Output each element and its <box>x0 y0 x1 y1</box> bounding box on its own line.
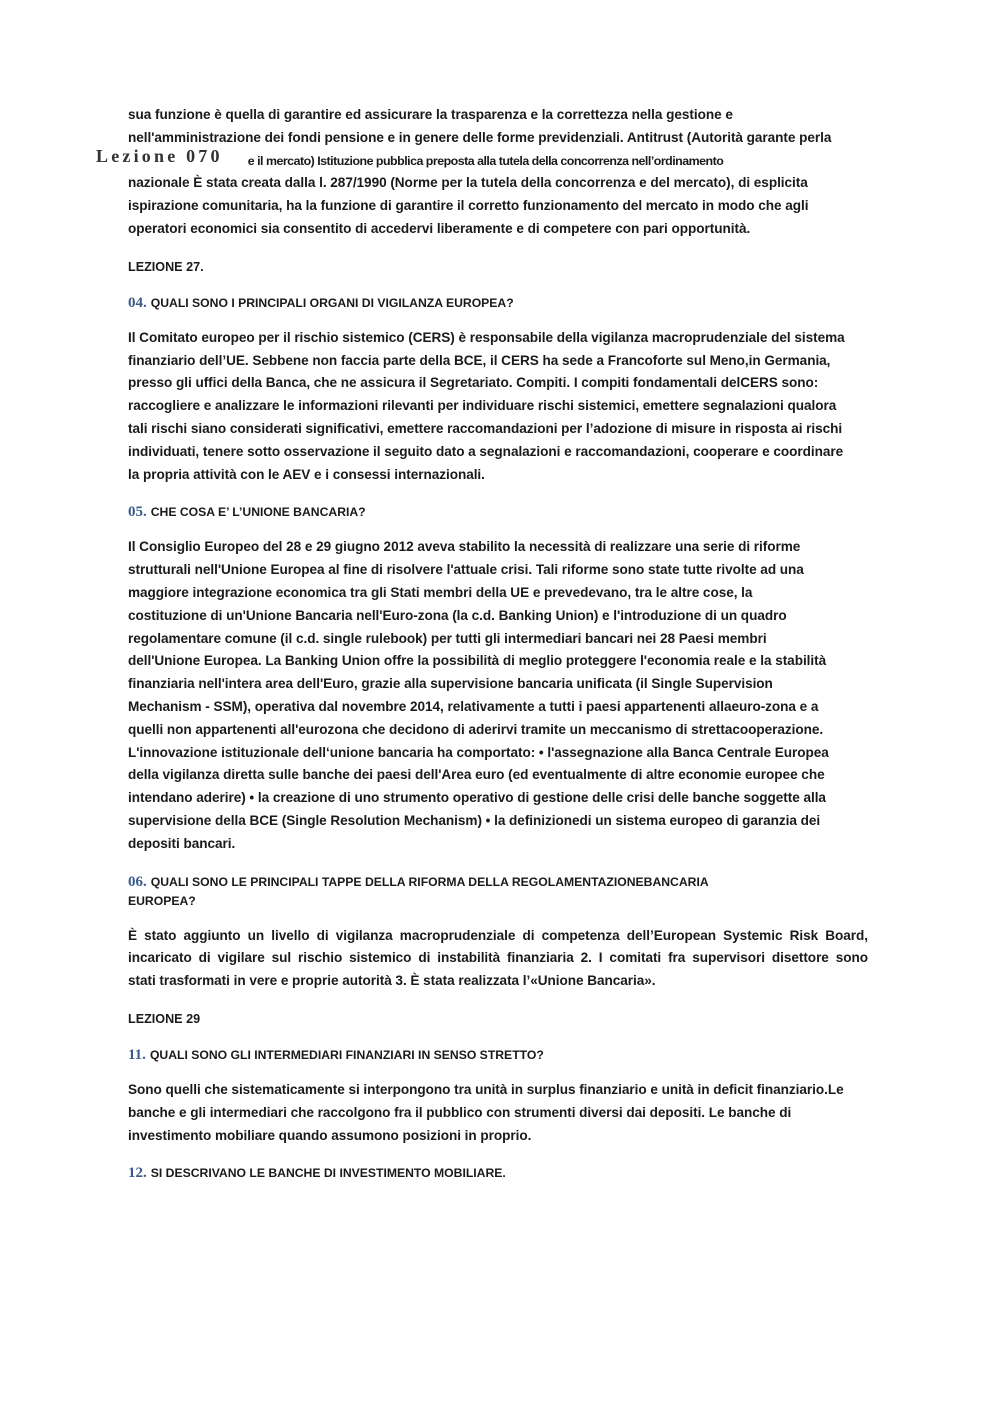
text-line: Il Consiglio Europeo del 28 e 29 giugno 2012 aveva stabilito la necessità di realizzare una serie di riforme <box>128 539 801 555</box>
answer-paragraph <box>128 1079 868 1147</box>
text-line: supervisione della BCE (Single Resolution Mechanism) • la definizionedi un sistema europeo di garanzia dei <box>128 812 821 828</box>
lesson-heading: LEZIONE 27. <box>128 259 204 274</box>
text-line: Sono quelli che sistematicamente si interpongono tra unità in surplus finanziario e unità in deficit finanziario.Le <box>128 1081 844 1097</box>
question-text: QUALI SONO I PRINCIPALI ORGANI DI VIGILANZA EUROPEA? <box>150 295 514 310</box>
text-line: della vigilanza diretta sulle banche dei paesi dell'Area euro (ed eventualmente di altre economie europee che <box>128 767 825 783</box>
question-number: 11. <box>128 1046 146 1063</box>
text-line: ispirazione comunitaria, ha la funzione di garantire il corretto funzionamento del mercato in modo che agli <box>128 198 809 214</box>
question-heading <box>128 502 868 522</box>
text-line: investimento mobiliare quando assumono posizioni in proprio. <box>128 1127 532 1143</box>
question-number: 04. <box>128 294 147 311</box>
question-heading <box>128 872 868 892</box>
answer-paragraph <box>128 925 868 993</box>
text-line: sua funzione è quella di garantire ed assicurare la trasparenza e la correttezza nella gestione e <box>128 107 733 122</box>
text-line: quelli non appartenenti all'eurozona che decidono di aderirvi tramite un meccanismo di strettacooperazione. <box>128 721 824 737</box>
question-text: QUALI SONO GLI INTERMEDIARI FINANZIARI IN SENSO STRETTO? <box>149 1047 544 1062</box>
text-line: Mechanism - SSM), operativa dal novembre 2014, relativamente a tutti i paesi appartenenti allaeuro-zona e a <box>128 698 819 714</box>
text-line: individuati, tenere sotto osservazione il seguito dato a segnalazioni e raccomandazioni, cooperare e coordinare <box>128 443 844 459</box>
question-heading <box>128 1045 868 1065</box>
question-heading <box>128 293 868 313</box>
text-line: L'innovazione istituzionale dell‘unione bancaria ha comportato: • l'assegnazione alla Banca Centrale Europea <box>128 744 829 760</box>
text-line: maggiore integrazione economica tra gli Stati membri della UE e prevedevano, tra le altre cose, la <box>128 584 753 600</box>
text-line: nell'amministrazione dei fondi pensione e in genere delle forme previdenziali. Antitrust (Autorità garante perla <box>128 129 832 145</box>
text-line: Il Comitato europeo per il rischio sistemico (CERS) è responsabile della vigilanza macroprudenziale del sistema <box>128 329 845 345</box>
text-line: dell'Unione Europea. La Banking Union offre la possibilità di meglio proteggere l'economia reale e la stabilità <box>128 653 827 669</box>
question-text: SI DESCRIVANO LE BANCHE DI INVESTIMENTO MOBILIARE. <box>150 1166 506 1181</box>
text-line: È stato aggiunto un livello di vigilanza macroprudenziale di competenza dell’European Systemic Risk Board, <box>128 927 868 943</box>
text-line: finanziaria nell'intera area dell'Euro, grazie alla supervisione bancaria unificata (il Single Supervision <box>128 676 773 692</box>
text-line: incaricato di vigilare sul rischio sistemico di instabilità finanziaria 2. I comitati fra supervisori disettore sono <box>128 950 868 966</box>
text-line: strutturali nell'Unione Europea al fine di risolvere l'attuale crisi. Tali riforme sono state tutte rivolte ad una <box>128 562 804 578</box>
text-line: raccogliere e analizzare le informazioni rilevanti per individuare rischi sistemici, emettere segnalazioni qualora <box>128 398 837 414</box>
text-line-rest: e il mercato) Istituzione pubblica preposta alla tutela della concorrenza nell’ordinamento <box>247 153 724 168</box>
question-text: CHE COSA E’ L’UNIONE BANCARIA? <box>150 505 366 520</box>
text-line: finanziario dell’UE. Sebbene non faccia parte della BCE, il CERS ha sede a Francoforte sul Meno,in Germania, <box>128 352 831 368</box>
text-line: nazionale È stata creata dalla l. 287/1990 (Norme per la tutela della concorrenza e del mercato), di esplicita <box>128 175 808 191</box>
document-page <box>128 104 868 1183</box>
text-line: costituzione di un'Unione Bancaria nell'Euro-zona (la c.d. Banking Union) e l'introduzione di un quadro <box>128 607 787 623</box>
question-text: QUALI SONO LE PRINCIPALI TAPPE DELLA RIFORMA DELLA REGOLAMENTAZIONEBANCARIA <box>150 874 709 889</box>
text-line: depositi bancari. <box>128 835 236 851</box>
intro-paragraph <box>128 104 868 241</box>
text-line: presso gli uffici della Banca, che ne assicura il Segretariato. Compiti. I compiti fondamentali delCERS sono: <box>128 375 819 391</box>
text-line: banche e gli intermediari che raccolgono fra il pubblico con strumenti diversi dai depositi. Le banche di <box>128 1104 792 1120</box>
text-line <box>128 150 868 173</box>
lesson-heading: LEZIONE 29 <box>128 1011 201 1026</box>
question-number: 06. <box>128 873 147 890</box>
text-line: regolamentare comune (il c.d. single rulebook) per tutti gli intermediari bancari nei 28 Paesi membri <box>128 630 767 646</box>
text-line: operatori economici sia consentito di accedervi liberamente e di competere con pari opportunità. <box>128 220 751 236</box>
text-line: stati trasformati in vere e proprie autorità 3. È stata realizzata l’«Unione Bancaria». <box>128 973 656 989</box>
text-line: tali rischi siano considerati significativi, emettere raccomandazioni per l’adozione di misure in risposta ai rischi <box>128 420 843 436</box>
answer-paragraph <box>128 327 868 487</box>
question-number: 05. <box>128 504 147 521</box>
question-text-continued: EUROPEA? <box>128 893 196 908</box>
text-line: la propria attività con le AEV e i consessi internazionali. <box>128 466 485 482</box>
answer-paragraph <box>128 536 868 855</box>
question-number: 12. <box>128 1165 147 1182</box>
question-heading <box>128 1163 868 1183</box>
text-line: intendano aderire) • la creazione di uno strumento operativo di gestione delle crisi delle banche soggette alla <box>128 790 826 806</box>
overlay-lesson-label: Lezione 070 <box>96 146 223 166</box>
